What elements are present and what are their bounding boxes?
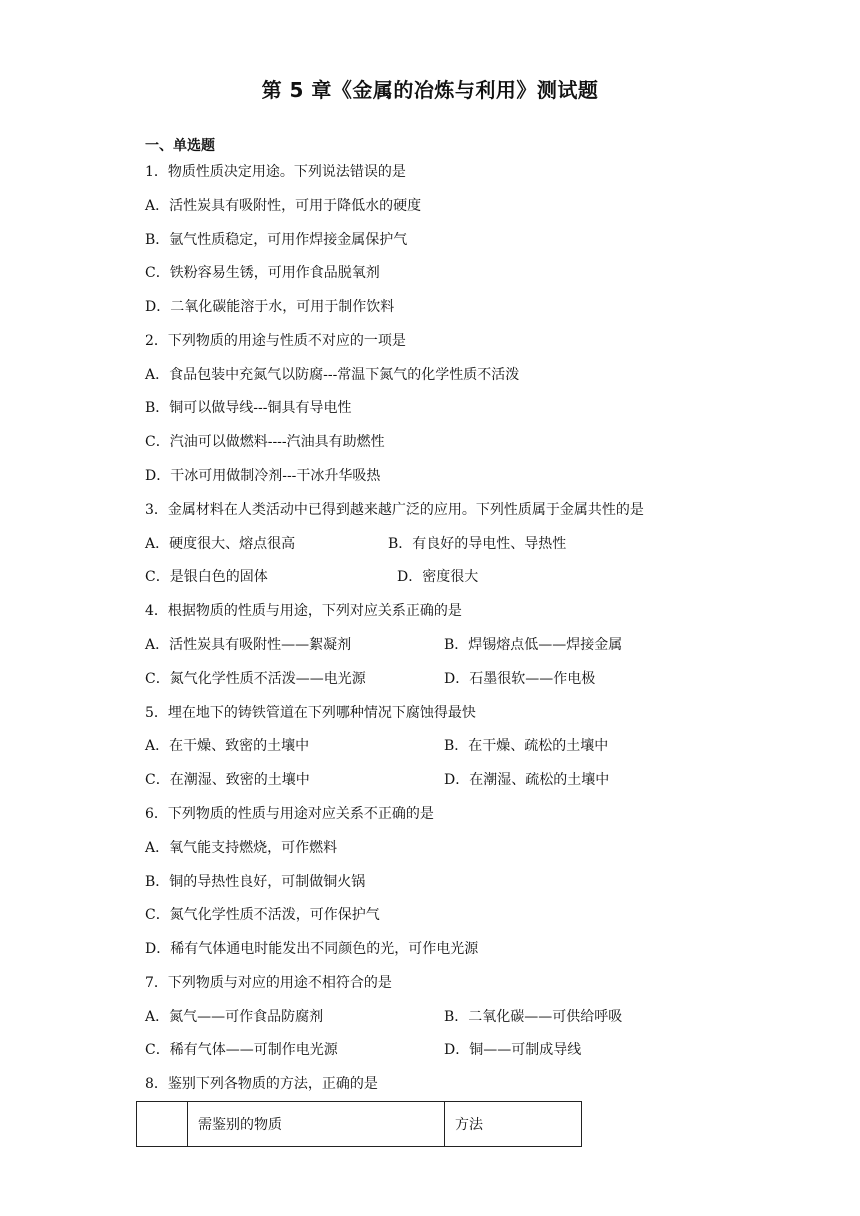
section-heading: 一、单选题: [145, 138, 215, 154]
question-6-option-a: A．氧气能支持燃烧，可作燃料: [145, 840, 338, 856]
question-7-stem: 7．下列物质与对应的用途不相符合的是: [145, 975, 392, 991]
table-row: [137, 1102, 582, 1147]
question-4-stem: 4．根据物质的性质与用途，下列对应关系正确的是: [145, 603, 462, 619]
table-header-cell-method: 方法: [445, 1102, 582, 1147]
question-7-option-d: D．铜——可制成导线: [444, 1042, 582, 1058]
question-2-stem: 2．下列物质的用途与性质不对应的一项是: [145, 333, 406, 349]
question-1-option-a: A．活性炭具有吸附性，可用于降低水的硬度: [145, 198, 422, 214]
question-5-option-b: B．在干燥、疏松的土壤中: [444, 738, 609, 754]
question-7-option-a: A．氮气——可作食品防腐剂: [145, 1009, 324, 1025]
question-8-table: [136, 1101, 582, 1147]
question-3-option-b: B．有良好的导电性、导热性: [388, 536, 567, 552]
question-2-option-c: C．汽油可以做燃料----汽油具有助燃性: [145, 434, 385, 450]
question-6-stem: 6．下列物质的性质与用途对应关系不正确的是: [145, 806, 434, 822]
question-4-option-b: B．焊锡熔点低——焊接金属: [444, 637, 623, 653]
question-3-option-d: D．密度很大: [397, 569, 479, 585]
question-1-option-d: D．二氧化碳能溶于水，可用于制作饮料: [145, 299, 395, 315]
page-title: 第 5 章《金属的冶炼与利用》测试题: [261, 78, 599, 102]
question-5-option-c: C．在潮湿、致密的土壤中: [145, 772, 310, 788]
question-5-stem: 5．埋在地下的铸铁管道在下列哪种情况下腐蚀得最快: [145, 705, 476, 721]
question-1-stem: 1．物质性质决定用途。下列说法错误的是: [145, 164, 406, 180]
question-1-option-c: C．铁粉容易生锈，可用作食品脱氧剂: [145, 265, 380, 281]
question-4-option-d: D．石墨很软——作电极: [444, 671, 596, 687]
question-2-option-a: A．食品包装中充氮气以防腐---常温下氮气的化学性质不活泼: [145, 367, 520, 383]
question-1-option-b: B．氩气性质稳定，可用作焊接金属保护气: [145, 232, 408, 248]
question-5-option-a: A．在干燥、致密的土壤中: [145, 738, 310, 754]
question-6-option-c: C．氮气化学性质不活泼，可作保护气: [145, 907, 380, 923]
question-7-option-c: C．稀有气体——可制作电光源: [145, 1042, 338, 1058]
question-6-option-b: B．铜的导热性良好，可制做铜火锅: [145, 874, 366, 890]
question-3-option-c: C．是银白色的固体: [145, 569, 268, 585]
question-3-option-a: A．硬度很大、熔点很高: [145, 536, 296, 552]
question-2-option-b: B．铜可以做导线---铜具有导电性: [145, 400, 352, 416]
question-8-stem: 8．鉴别下列各物质的方法，正确的是: [145, 1076, 378, 1092]
question-3-stem: 3．金属材料在人类活动中已得到越来越广泛的应用。下列性质属于金属共性的是: [145, 502, 644, 518]
question-5-option-d: D．在潮湿、疏松的土壤中: [444, 772, 610, 788]
question-7-option-b: B．二氧化碳——可供给呼吸: [444, 1009, 623, 1025]
question-2-option-d: D．干冰可用做制冷剂---干冰升华吸热: [145, 468, 381, 484]
question-4-option-c: C．氮气化学性质不活泼——电光源: [145, 671, 366, 687]
question-4-option-a: A．活性炭具有吸附性——絮凝剂: [145, 637, 352, 653]
question-6-option-d: D．稀有气体通电时能发出不同颜色的光，可作电光源: [145, 941, 479, 957]
table-header-cell-substances: 需鉴别的物质: [188, 1102, 445, 1147]
table-header-cell-blank: [137, 1102, 188, 1147]
